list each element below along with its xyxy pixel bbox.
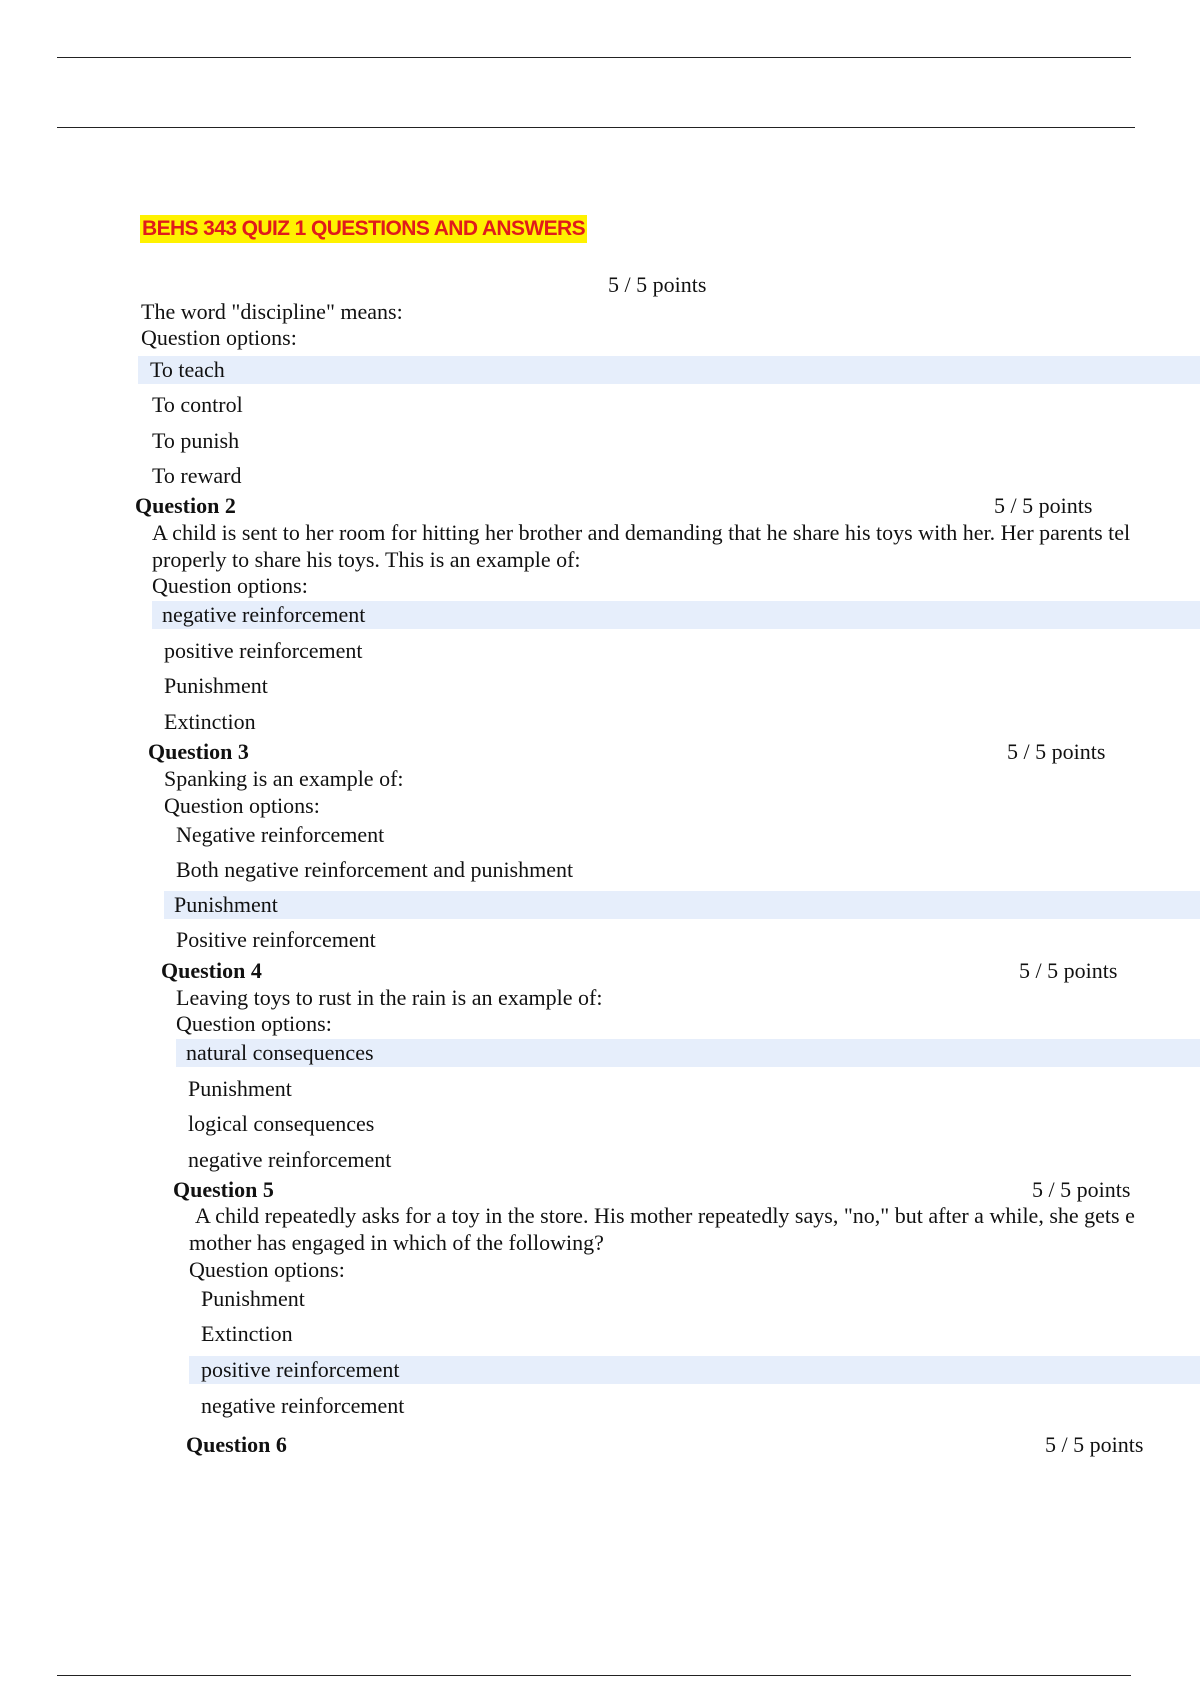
question-1-text: The word "discipline" means:	[141, 299, 403, 324]
question-4-option-2[interactable]: Punishment	[188, 1076, 292, 1101]
question-2-header: Question 2	[135, 493, 236, 518]
question-3-option-2[interactable]: Both negative reinforcement and punishment	[176, 857, 574, 882]
question-3-options-label: Question options:	[164, 793, 320, 818]
question-5-header: Question 5	[173, 1177, 274, 1202]
question-3-text: Spanking is an example of:	[164, 766, 404, 791]
question-2-option-2[interactable]: positive reinforcement	[164, 638, 363, 663]
question-3-header: Question 3	[148, 739, 249, 764]
question-3-option-4[interactable]: Positive reinforcement	[176, 927, 376, 952]
question-2-text-line-1: A child is sent to her room for hitting her brother and demanding that he share his toys with her. Her parents tel	[152, 520, 1131, 545]
question-6-header: Question 6	[186, 1432, 287, 1457]
question-4-option-4[interactable]: negative reinforcement	[188, 1147, 392, 1172]
question-4-text: Leaving toys to rust in the rain is an example of:	[176, 985, 603, 1010]
question-4-option-3[interactable]: logical consequences	[188, 1111, 375, 1136]
top-rule-2	[57, 127, 1135, 128]
question-5-option-3[interactable]: positive reinforcement	[189, 1356, 1200, 1384]
question-3-points: 5 / 5 points	[1007, 739, 1106, 764]
question-4-points: 5 / 5 points	[1019, 958, 1118, 983]
question-5-options-label: Question options:	[189, 1257, 345, 1282]
question-3-option-3[interactable]: Punishment	[164, 891, 1200, 919]
question-3-option-1[interactable]: Negative reinforcement	[176, 822, 385, 847]
question-4-option-1[interactable]: natural consequences	[176, 1039, 1200, 1067]
question-4-header: Question 4	[161, 958, 262, 983]
question-5-option-4[interactable]: negative reinforcement	[201, 1393, 405, 1418]
question-2-option-1[interactable]: negative reinforcement	[152, 601, 1200, 629]
question-5-points: 5 / 5 points	[1032, 1177, 1131, 1202]
question-6-points: 5 / 5 points	[1045, 1432, 1144, 1457]
bottom-rule	[57, 1675, 1131, 1676]
question-1-options-label: Question options:	[141, 325, 297, 350]
question-2-points: 5 / 5 points	[994, 493, 1093, 518]
document-title: BEHS 343 QUIZ 1 QUESTIONS AND ANSWERS	[140, 215, 587, 243]
question-4-options-label: Question options:	[176, 1011, 332, 1036]
top-rule-1	[57, 57, 1131, 58]
question-2-option-3[interactable]: Punishment	[164, 673, 268, 698]
question-1-points: 5 / 5 points	[608, 272, 707, 297]
question-1-option-3[interactable]: To punish	[152, 428, 240, 453]
question-5-option-1[interactable]: Punishment	[201, 1286, 305, 1311]
question-1-option-4[interactable]: To reward	[152, 463, 242, 488]
question-2-options-label: Question options:	[152, 573, 308, 598]
question-2-text-line-2: properly to share his toys. This is an example of:	[152, 547, 581, 572]
question-5-text-line-2: mother has engaged in which of the following?	[189, 1230, 604, 1255]
question-1-option-2[interactable]: To control	[152, 392, 243, 417]
question-1-option-1[interactable]: To teach	[138, 356, 1200, 384]
question-2-option-4[interactable]: Extinction	[164, 709, 256, 734]
question-5-text-line-1: A child repeatedly asks for a toy in the store. His mother repeatedly says, "no," but after a while, she gets e	[195, 1203, 1135, 1228]
question-5-option-2[interactable]: Extinction	[201, 1321, 293, 1346]
